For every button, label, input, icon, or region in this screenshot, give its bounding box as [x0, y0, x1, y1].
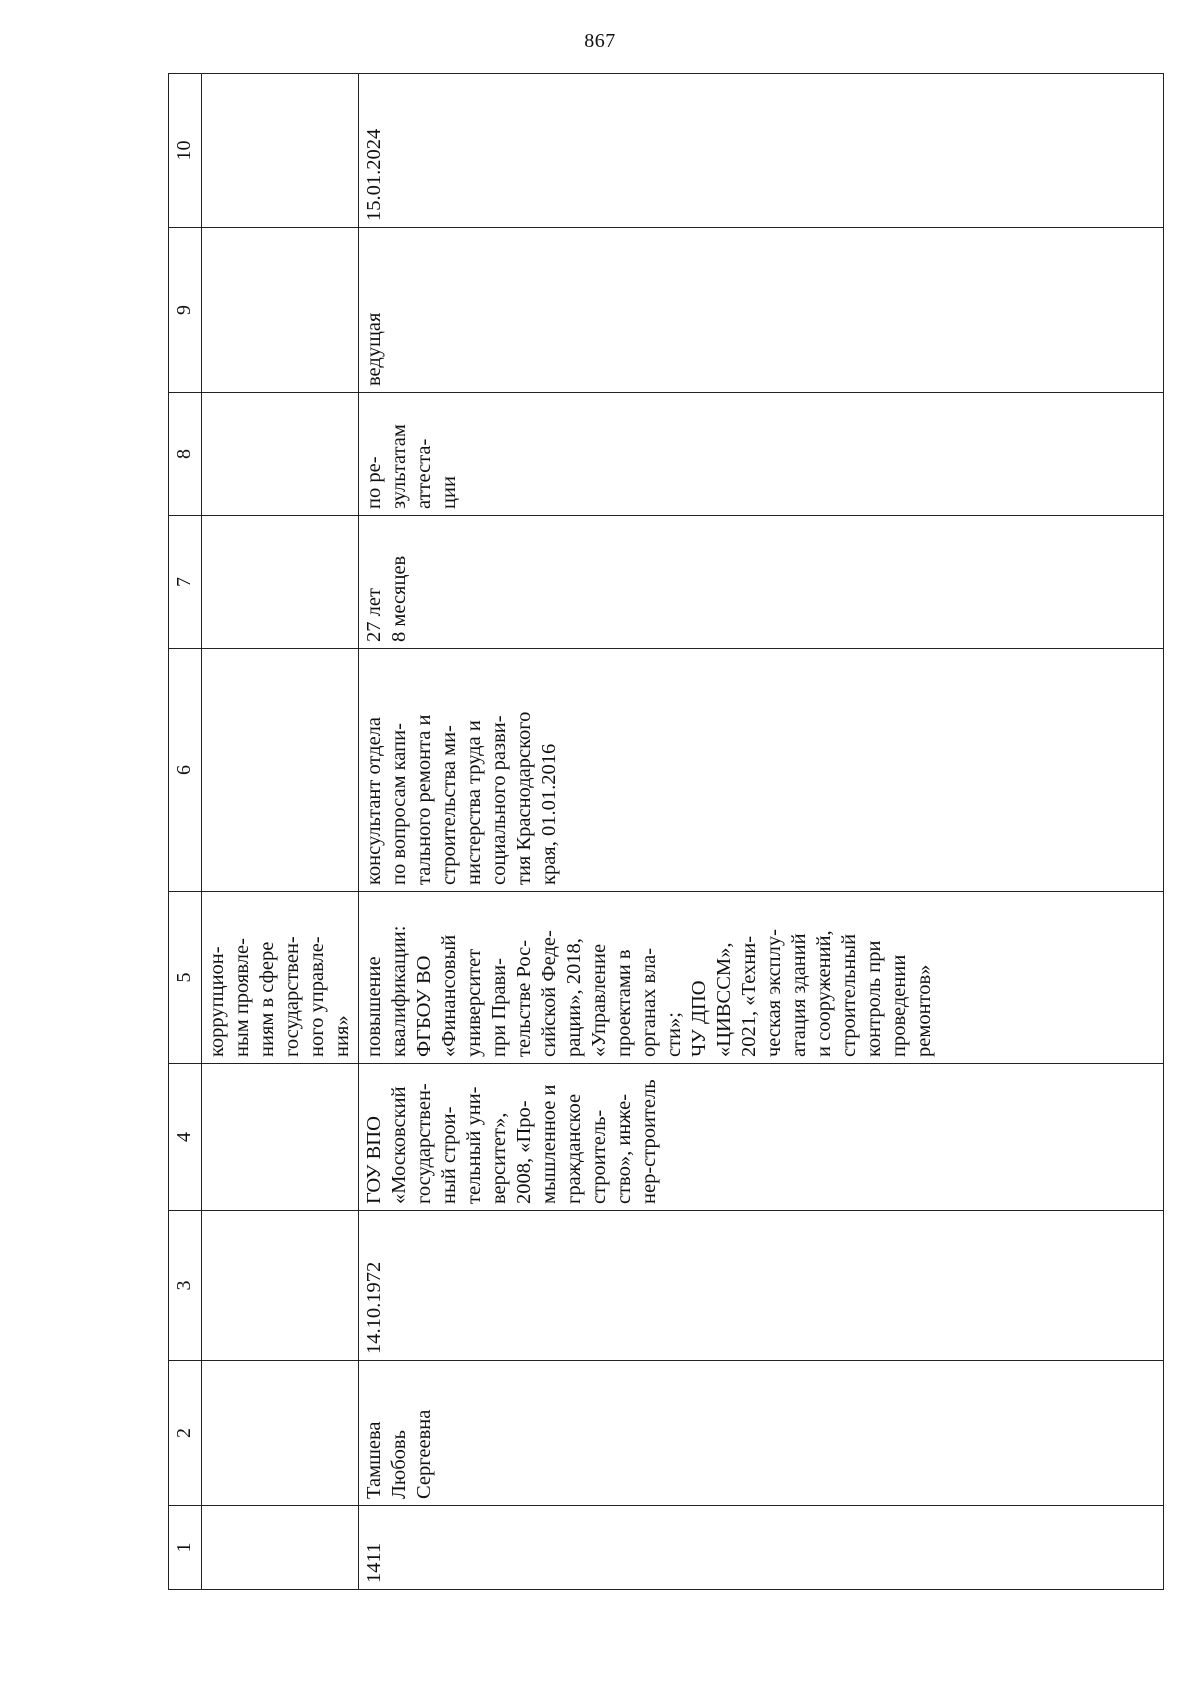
table-row	[359, 74, 1164, 1590]
header-row	[169, 74, 202, 1590]
entry-experience-cell: 27 лет 8 месяцев	[359, 516, 1164, 649]
entry-number-cell: 1411	[359, 1506, 1164, 1590]
col-header: 9	[169, 228, 202, 393]
col-header: 1	[169, 1506, 202, 1590]
entry-position-cell: консультант отдела по вопросам капи- тального ремонта и строительства ми- нистерства труда и социального разви- тия Краснодарского края, 01.01.2016	[359, 649, 1164, 892]
page-number: 867	[584, 30, 616, 52]
entry-date-cell: 15.01.2024	[359, 74, 1164, 228]
col-header: 2	[169, 1361, 202, 1506]
continuation-row	[202, 74, 359, 1590]
entry-birth-date-cell: 14.10.1972	[359, 1211, 1164, 1361]
entry-group-cell: ведущая	[359, 228, 1164, 393]
entry-basis-cell: по ре- зультатам аттеста- ции	[359, 393, 1164, 516]
col-header: 10	[169, 74, 202, 228]
col-header: 7	[169, 516, 202, 649]
continuation-training-cell: коррупцион- ным проявле- ниям в сфере государствен- ного управле- ния»	[202, 892, 359, 1064]
entry-name-cell: Тамшева Любовь Сергеевна	[359, 1361, 1164, 1506]
rotated-table-wrapper	[168, 74, 1164, 1590]
col-header: 3	[169, 1211, 202, 1361]
entry-education-cell: ГОУ ВПО «Московский государствен- ный строи- тельный уни- верситет», 2008, «Про- мышленное и гражданское строитель- ство», инже- нер-строитель	[359, 1064, 1164, 1211]
personnel-table	[168, 73, 1164, 1590]
col-header: 8	[169, 393, 202, 516]
col-header: 6	[169, 649, 202, 892]
entry-training-cell: повышение квалификации: ФГБОУ ВО «Финансовый университет при Прави- тельстве Рос- сийской Феде- рации», 2018, «Управление проектами в органах вла- сти»; ЧУ ДПО «ЦИВССМ», 2021, «Техни- ческая эксплу- атация зданий и сооружений, строительный контроль при проведении ремонтов»	[359, 892, 1164, 1064]
col-header: 4	[169, 1064, 202, 1211]
col-header: 5	[169, 892, 202, 1064]
